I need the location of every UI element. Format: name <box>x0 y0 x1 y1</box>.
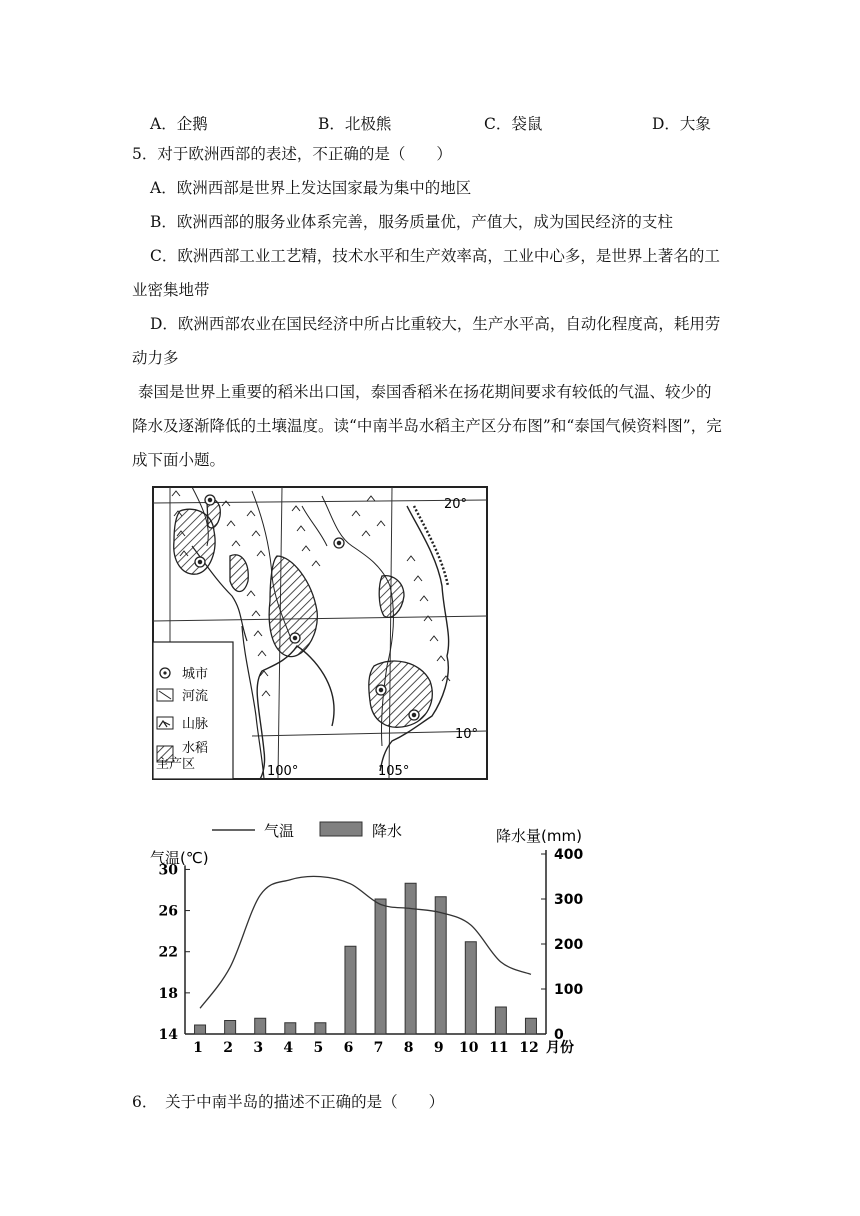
right-tick-label: 200 <box>554 937 584 953</box>
month-label: 8 <box>403 1040 414 1056</box>
rain-bar <box>495 1007 506 1034</box>
x-unit-label: 月份 <box>546 1040 574 1056</box>
left-tick-label: 22 <box>158 944 178 961</box>
lon-100-label: 100° <box>267 764 299 779</box>
month-label: 12 <box>519 1040 539 1056</box>
right-tick-label: 100 <box>554 982 584 998</box>
temperature-line <box>200 876 531 1008</box>
q4-option-d[interactable]: D．大象 <box>652 115 711 133</box>
legend-temp-label: 气温 <box>264 822 295 840</box>
month-label: 3 <box>253 1040 264 1056</box>
rain-bar <box>195 1025 206 1034</box>
left-tick-label: 18 <box>158 985 178 1002</box>
rain-bar <box>405 883 416 1034</box>
month-label: 9 <box>433 1040 444 1056</box>
legend-river: 河流 <box>182 689 209 704</box>
indochina-rice-map <box>152 486 488 780</box>
rain-bar <box>465 942 476 1034</box>
rain-bar <box>285 1023 296 1034</box>
q4-option-c[interactable]: C．袋鼠 <box>484 115 543 133</box>
chart-legend <box>212 822 402 840</box>
lat-10-label: 10° <box>455 727 479 742</box>
lat-20-label: 20° <box>444 497 468 512</box>
q5-option-c[interactable]: C．欧洲西部工业工艺精，技术水平和生产效率高，工业中心多，是世界上著名的工 <box>150 247 720 265</box>
q4-options <box>150 112 730 134</box>
right-axis-label: 降水量(mm) <box>496 827 582 845</box>
rain-bar <box>315 1023 326 1034</box>
q5-option-c-cont: 业密集地带 <box>132 281 210 299</box>
q5-option-b[interactable]: B．欧洲西部的服务业体系完善，服务质量优，产值大，成为国民经济的支柱 <box>150 213 673 231</box>
q5-option-a[interactable]: A．欧洲西部是世界上发达国家最为集中的地区 <box>150 179 472 197</box>
right-tick-label: 400 <box>554 847 584 863</box>
legend-rice-2: 主产区 <box>156 757 196 772</box>
month-label: 6 <box>343 1040 354 1056</box>
month-label: 11 <box>489 1040 509 1056</box>
q5-option-d-cont: 动力多 <box>132 349 179 367</box>
rain-bar <box>525 1018 536 1034</box>
month-label: 2 <box>223 1040 233 1056</box>
month-label: 5 <box>313 1040 324 1056</box>
month-label: 4 <box>283 1040 294 1056</box>
month-label: 1 <box>193 1040 203 1056</box>
legend-rain-label: 降水 <box>372 822 403 840</box>
rain-bar <box>345 946 356 1034</box>
legend-mountain: 山脉 <box>182 717 209 732</box>
right-tick-label: 300 <box>554 892 584 908</box>
left-tick-label: 30 <box>158 862 178 879</box>
right-tick-label: 0 <box>554 1027 564 1043</box>
q5-option-d[interactable]: D．欧洲西部农业在国民经济中所占比重较大，生产水平高，自动化程度高，耗用劳 <box>150 315 721 333</box>
q4-option-b[interactable]: B．北极熊 <box>318 115 392 133</box>
intro-line-3: 成下面小题。 <box>132 451 226 469</box>
legend-rice-1: 水稻 <box>182 741 209 756</box>
month-label: 7 <box>373 1040 384 1056</box>
left-axis-label: 气温(℃) <box>150 849 209 867</box>
q6-stem: 6． 关于中南半岛的描述不正确的是（ ） <box>132 1093 445 1111</box>
lon-105-label: 105° <box>378 764 410 779</box>
rain-bar <box>435 897 446 1034</box>
left-tick-label: 14 <box>158 1027 178 1043</box>
rain-bar <box>255 1018 266 1034</box>
thailand-climate-chart <box>150 818 590 1064</box>
rain-bar <box>375 899 386 1034</box>
month-label: 10 <box>459 1040 479 1056</box>
left-tick-label: 26 <box>158 903 178 920</box>
rain-bar <box>225 1021 236 1035</box>
intro-line-2: 降水及逐渐降低的土壤温度。读“中南半岛水稻主产区分布图”和“泰国气候资料图”，完 <box>132 417 722 435</box>
q4-option-a[interactable]: A．企鹅 <box>150 115 208 133</box>
q5-stem: 5．对于欧洲西部的表述，不正确的是（ ） <box>132 145 452 163</box>
intro-line-1: 泰国是世界上重要的稻米出口国，泰国香稻米在扬花期间要求有较低的气温、较少的 <box>138 383 712 401</box>
legend-city: 城市 <box>182 667 209 682</box>
